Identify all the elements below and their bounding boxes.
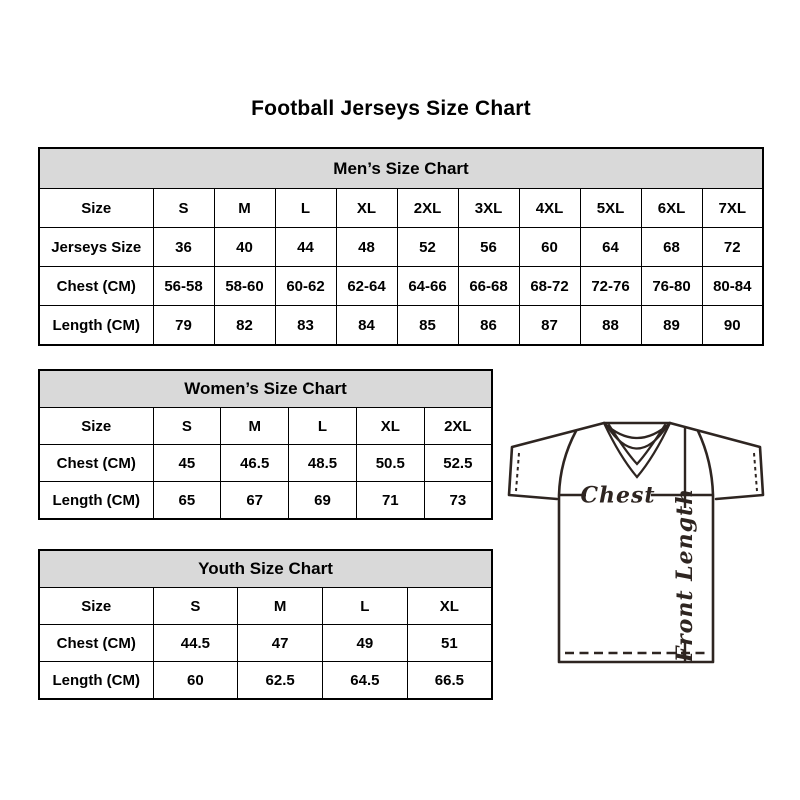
mens-cell: S [153,189,214,228]
mens-cell: L [275,189,336,228]
mens-cell: 90 [702,306,763,346]
womens-cell: 48.5 [289,445,357,482]
right-cuff-stitch [754,453,757,491]
youth-cell: S [153,588,238,625]
youth-table-title: Youth Size Chart [39,550,492,588]
youth-cell: M [238,588,323,625]
mens-cell: 5XL [580,189,641,228]
womens-row-label: Chest (CM) [39,445,153,482]
mens-size-table [38,147,764,346]
womens-cell: M [221,408,289,445]
youth-cell: 64.5 [323,662,408,700]
mens-cell: 86 [458,306,519,346]
mens-cell: 66-68 [458,267,519,306]
mens-cell: 3XL [458,189,519,228]
youth-cell: 66.5 [407,662,492,700]
mens-row-label: Length (CM) [39,306,153,346]
front-length-label: Front Length [672,487,698,663]
mens-cell: 2XL [397,189,458,228]
youth-cell: 44.5 [153,625,238,662]
mens-row-label: Size [39,189,153,228]
mens-table-grid [38,147,764,346]
youth-cell: 62.5 [238,662,323,700]
youth-table-grid [38,549,493,700]
womens-cell: 50.5 [356,445,424,482]
womens-cell: 52.5 [424,445,492,482]
page-title: Football Jerseys Size Chart [251,97,531,120]
youth-cell: 51 [407,625,492,662]
mens-table-title: Men’s Size Chart [39,148,763,189]
mens-cell: 84 [336,306,397,346]
mens-cell: 6XL [641,189,702,228]
left-cuff-stitch [516,453,519,491]
womens-cell: 73 [424,482,492,520]
womens-cell: 45 [153,445,221,482]
mens-cell: 60-62 [275,267,336,306]
mens-row-label: Chest (CM) [39,267,153,306]
mens-cell: 36 [153,228,214,267]
mens-cell: 82 [214,306,275,346]
mens-cell: 52 [397,228,458,267]
womens-cell: 46.5 [221,445,289,482]
mens-cell: 58-60 [214,267,275,306]
youth-cell: XL [407,588,492,625]
youth-cell: L [323,588,408,625]
mens-cell: M [214,189,275,228]
youth-row-label: Length (CM) [39,662,153,700]
womens-row-label: Size [39,408,153,445]
womens-cell: 67 [221,482,289,520]
youth-size-table [38,549,493,700]
mens-cell: 56 [458,228,519,267]
youth-cell: 47 [238,625,323,662]
womens-cell: 2XL [424,408,492,445]
mens-cell: 80-84 [702,267,763,306]
womens-table-title: Women’s Size Chart [39,370,492,408]
mens-cell: 60 [519,228,580,267]
womens-table-grid [38,369,493,520]
jersey-measurement-diagram [503,407,775,669]
mens-cell: 64 [580,228,641,267]
mens-cell: 48 [336,228,397,267]
youth-row-label: Chest (CM) [39,625,153,662]
mens-cell: 68 [641,228,702,267]
womens-row-label: Length (CM) [39,482,153,520]
chest-label: Chest [580,482,656,509]
mens-cell: 88 [580,306,641,346]
mens-cell: 64-66 [397,267,458,306]
mens-row-label: Jerseys Size [39,228,153,267]
mens-cell: 89 [641,306,702,346]
mens-cell: 72 [702,228,763,267]
womens-cell: XL [356,408,424,445]
youth-row-label: Size [39,588,153,625]
womens-cell: 65 [153,482,221,520]
mens-cell: 44 [275,228,336,267]
mens-cell: 62-64 [336,267,397,306]
youth-cell: 60 [153,662,238,700]
womens-size-table [38,369,493,520]
mens-cell: 85 [397,306,458,346]
mens-cell: 7XL [702,189,763,228]
womens-cell: 71 [356,482,424,520]
womens-cell: 69 [289,482,357,520]
mens-cell: 76-80 [641,267,702,306]
mens-cell: 79 [153,306,214,346]
mens-cell: 68-72 [519,267,580,306]
mens-cell: XL [336,189,397,228]
mens-cell: 40 [214,228,275,267]
womens-cell: S [153,408,221,445]
mens-cell: 87 [519,306,580,346]
mens-cell: 72-76 [580,267,641,306]
womens-cell: L [289,408,357,445]
mens-cell: 4XL [519,189,580,228]
mens-cell: 83 [275,306,336,346]
mens-cell: 56-58 [153,267,214,306]
youth-cell: 49 [323,625,408,662]
